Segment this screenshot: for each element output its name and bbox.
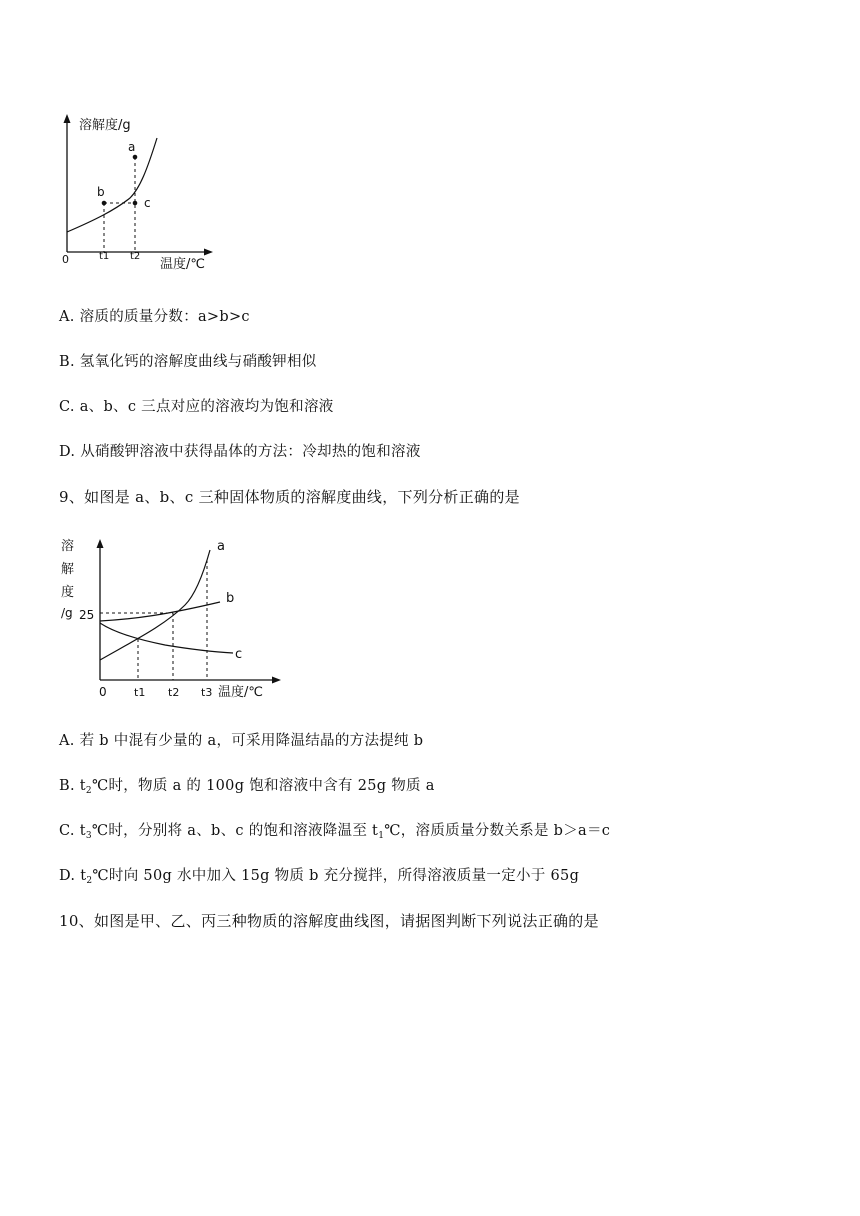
fig2-curve-a-label: a	[217, 539, 225, 554]
q9-option-d-post: ℃时向 50g 水中加入 15g 物质 b 充分搅拌，所得溶液质量一定小于 65g	[92, 868, 580, 884]
fig2-tick-t1: t1	[134, 686, 146, 699]
fig1-point-b: b	[97, 185, 105, 199]
fig2-curve-b-label: b	[226, 591, 235, 606]
fig1-origin: 0	[62, 253, 69, 266]
q10-stem: 10、如图是甲、乙、丙三种物质的溶解度曲线图，请据图判断下列说法正确的是	[59, 912, 599, 930]
q8-option-b: B. 氢氧化钙的溶解度曲线与硝酸钾相似	[59, 354, 317, 370]
q9-option-c-mid: ℃时，分别将 a、b、c 的饱和溶液降温至 t	[91, 823, 379, 839]
q8-option-a: A. 溶质的质量分数：a>b>c	[59, 309, 250, 325]
fig2-y-tick-25: 25	[79, 608, 95, 622]
q9-option-b-post: ℃时，物质 a 的 100g 饱和溶液中含有 25g 物质 a	[91, 778, 435, 794]
q9-option-d-sub: 2	[86, 876, 93, 886]
q8-option-c: C. a、b、c 三点对应的溶液均为饱和溶液	[59, 399, 334, 415]
q9-option-a: A. 若 b 中混有少量的 a，可采用降温结晶的方法提纯 b	[59, 733, 424, 749]
fig2-tick-t2: t2	[168, 686, 180, 699]
fig1-tick-t2: t2	[130, 251, 141, 262]
q9-option-c-pre: C. t	[59, 823, 86, 839]
q9-option-b	[59, 776, 435, 801]
q8-option-d: D. 从硝酸钾溶液中获得晶体的方法：冷却热的饱和溶液	[59, 444, 421, 460]
fig2-tick-t3: t3	[201, 686, 213, 699]
q9-option-b-sub: 2	[85, 786, 92, 796]
fig1-point-c: c	[144, 196, 151, 210]
fig2-curve-c-label: c	[235, 647, 243, 662]
fig1-y-label: 溶解度/g	[79, 118, 131, 133]
fig1-tick-t1: t1	[99, 251, 110, 262]
figure-1-svg	[55, 110, 225, 275]
q9-option-b-pre: B. t	[59, 778, 86, 794]
fig1-x-label: 温度/℃	[160, 257, 205, 272]
fig2-origin: 0	[99, 685, 107, 699]
solubility-figure-1	[55, 110, 225, 275]
fig2-y-label-3: 度	[61, 585, 75, 600]
fig2-y-label-1: 溶	[61, 539, 75, 554]
q9-option-c	[59, 821, 610, 846]
fig2-y-label-2: 解	[61, 562, 75, 577]
q9-option-c-sub2: 1	[378, 831, 385, 841]
solubility-figure-2	[55, 535, 285, 705]
figure-2-svg	[55, 535, 285, 705]
q9-option-d-pre: D. t	[59, 868, 87, 884]
q9-option-d	[59, 866, 579, 891]
q9-option-c-post: ℃，溶质质量分数关系是 b＞a＝c	[384, 823, 611, 839]
fig2-y-label-4: /g	[61, 606, 73, 620]
q9-option-c-sub: 3	[85, 831, 92, 841]
fig2-x-label: 温度/℃	[218, 685, 263, 700]
fig1-point-a: a	[128, 140, 136, 154]
q9-stem: 9、如图是 a、b、c 三种固体物质的溶解度曲线，下列分析正确的是	[59, 488, 520, 506]
